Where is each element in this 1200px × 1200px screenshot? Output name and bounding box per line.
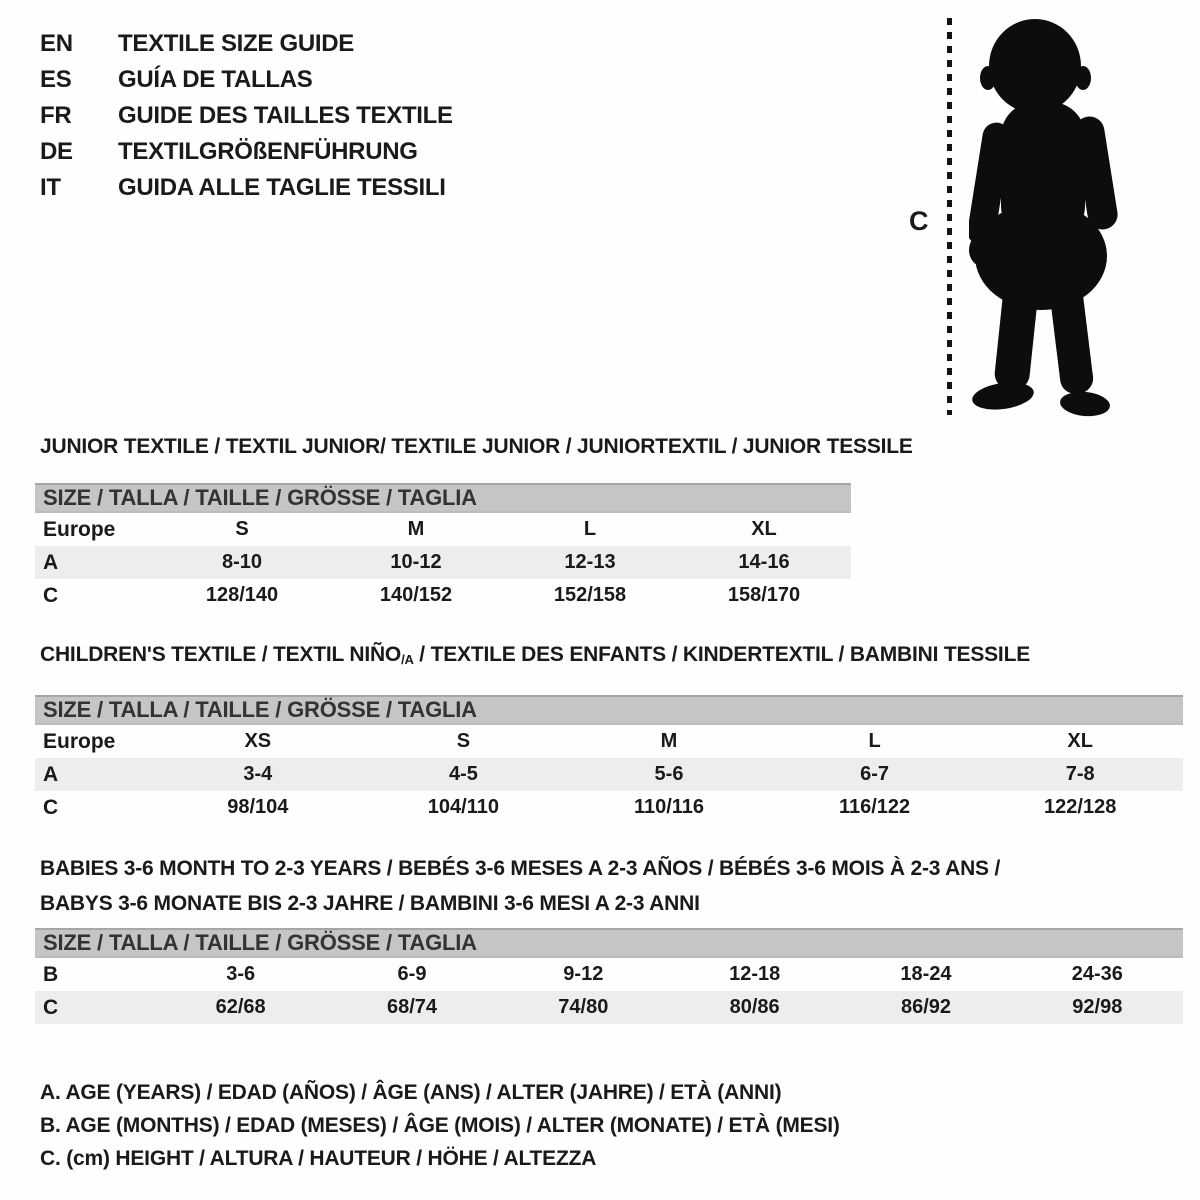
junior-row-europe [35, 513, 851, 546]
legend-line-c: C. (cm) HEIGHT / ALTURA / HAUTEUR / HÖHE / ALTEZZA [40, 1147, 597, 1170]
legend-line-a: A. AGE (YEARS) / EDAD (AÑOS) / ÂGE (ANS) / ALTER (JAHRE) / ETÀ (ANNI) [40, 1081, 782, 1104]
children-row-height [35, 791, 1183, 824]
table-cell: XS [244, 730, 272, 752]
babies-section [35, 851, 1183, 1024]
table-cell: 9-12 [563, 963, 604, 985]
language-code: FR [40, 102, 72, 129]
junior-section [35, 435, 913, 612]
table-cell: 3-4 [243, 763, 273, 785]
row-label: C [43, 583, 59, 607]
table-cell: 12-13 [564, 551, 616, 573]
table-cell: 10-12 [390, 551, 442, 573]
row-label: A [43, 550, 59, 574]
table-cell: XL [1067, 730, 1093, 752]
table-cell: 24-36 [1071, 963, 1123, 985]
junior-size-header: SIZE / TALLA / TAILLE / GRÖSSE / TAGLIA [35, 483, 851, 513]
language-code: EN [40, 30, 73, 57]
table-cell: 6-7 [860, 763, 890, 785]
junior-section-title: JUNIOR TEXTILE / TEXTIL JUNIOR/ TEXTILE JUNIOR / JUNIORTEXTIL / JUNIOR TESSILE [40, 435, 913, 458]
language-title-list [40, 26, 453, 206]
height-dashed-line [947, 18, 952, 415]
table-cell: 128/140 [205, 584, 279, 606]
table-cell: 74/80 [558, 996, 609, 1018]
table-cell: M [407, 518, 425, 540]
table-cell: 8-10 [221, 551, 263, 573]
table-cell: 7-8 [1065, 763, 1095, 785]
table-cell: 5-6 [654, 763, 684, 785]
table-cell: 140/152 [379, 584, 453, 606]
table-cell: 152/158 [553, 584, 627, 606]
table-cell: 122/128 [1044, 796, 1117, 818]
children-size-table [35, 695, 1183, 824]
babies-size-header: SIZE / TALLA / TAILLE / GRÖSSE / TAGLIA [35, 928, 1183, 958]
children-section-title [35, 643, 1183, 672]
children-size-header: SIZE / TALLA / TAILLE / GRÖSSE / TAGLIA [35, 695, 1183, 725]
junior-size-table [35, 483, 851, 612]
row-label: Europe [43, 517, 116, 541]
measure-legend [40, 1076, 840, 1175]
language-code: IT [40, 174, 61, 201]
table-cell: M [660, 730, 678, 752]
language-row-es [40, 62, 453, 98]
row-label: C [43, 995, 59, 1019]
language-title: GUIDE DES TAILLES TEXTILE [118, 102, 453, 129]
row-label: A [43, 762, 59, 786]
table-cell: 18-24 [900, 963, 952, 985]
language-title: GUÍA DE TALLAS [118, 66, 313, 93]
row-label: C [43, 795, 59, 819]
children-title-subscript: /A [401, 652, 414, 667]
table-cell: 6-9 [397, 963, 427, 985]
table-cell: 158/170 [727, 584, 801, 606]
language-row-fr [40, 98, 453, 134]
table-cell: 98/104 [227, 796, 289, 818]
table-cell: XL [751, 518, 777, 540]
language-title: GUIDA ALLE TAGLIE TESSILI [118, 174, 446, 201]
table-cell: 104/110 [427, 796, 499, 818]
language-row-en [40, 26, 453, 62]
children-row-europe [35, 725, 1183, 758]
table-cell: L [868, 730, 881, 752]
children-section [35, 643, 1183, 824]
babies-row-months [35, 958, 1183, 991]
table-cell: 14-16 [738, 551, 790, 573]
table-cell: 92/98 [1072, 996, 1123, 1018]
language-title: TEXTILE SIZE GUIDE [118, 30, 354, 57]
junior-row-height [35, 579, 851, 612]
junior-row-age [35, 546, 851, 579]
height-measure-label: C [909, 206, 929, 236]
row-label: B [43, 962, 59, 986]
children-title-pre: CHILDREN'S TEXTILE / TEXTIL NIÑO [40, 643, 402, 666]
babies-size-table [35, 928, 1183, 1024]
table-cell: 3-6 [226, 963, 256, 985]
babies-row-height [35, 991, 1183, 1024]
babies-section-titles [35, 851, 1183, 921]
table-cell: 80/86 [729, 996, 780, 1018]
table-cell: 12-18 [729, 963, 781, 985]
row-label: Europe [43, 729, 116, 753]
language-row-de [40, 134, 453, 170]
language-title: TEXTILGRÖßENFÜHRUNG [118, 138, 418, 165]
table-cell: 68/74 [386, 996, 438, 1018]
table-cell: 4-5 [448, 763, 478, 785]
babies-title-line2: BABYS 3-6 MONATE BIS 2-3 JAHRE / BAMBINI 3-6 MESI A 2-3 ANNI [40, 892, 700, 915]
table-cell: S [235, 518, 249, 540]
babies-title-line1: BABIES 3-6 MONTH TO 2-3 YEARS / BEBÉS 3-6 MESES A 2-3 AÑOS / BÉBÉS 3-6 MOIS À 2-3 ANS / [40, 857, 1001, 880]
language-row-it [40, 170, 453, 206]
language-code: ES [40, 66, 72, 93]
table-cell: 86/92 [900, 996, 952, 1018]
table-cell: 62/68 [215, 996, 266, 1018]
legend-line-b: B. AGE (MONTHS) / EDAD (MESES) / ÂGE (MOIS) / ALTER (MONATE) / ETÀ (MESI) [40, 1114, 840, 1137]
children-title-post: / TEXTILE DES ENFANTS / KINDERTEXTIL / BAMBINI TESSILE [413, 643, 1031, 666]
baby-figure [893, 10, 1155, 422]
table-cell: S [456, 730, 471, 752]
table-cell: L [583, 518, 597, 540]
table-cell: 116/122 [838, 796, 911, 818]
language-code: DE [40, 138, 73, 165]
children-row-age [35, 758, 1183, 791]
table-cell: 110/116 [633, 796, 705, 818]
baby-silhouette [969, 16, 1145, 422]
